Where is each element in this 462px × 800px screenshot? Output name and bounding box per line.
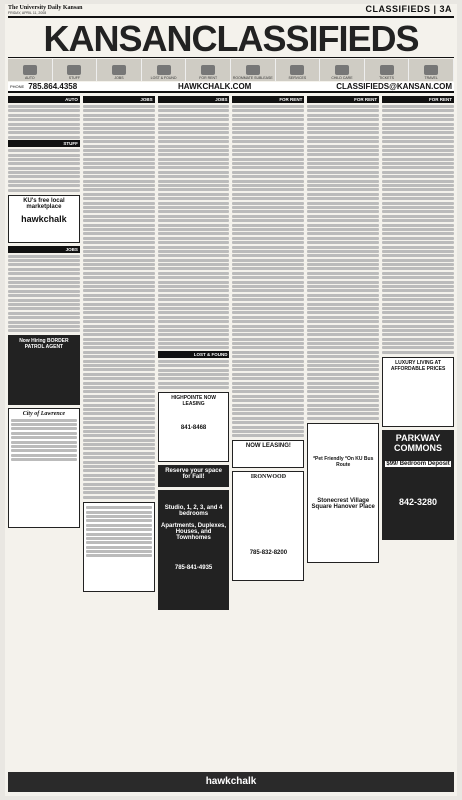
city-lawrence-ad[interactable]: [8, 408, 80, 528]
auto-listings: [8, 105, 80, 139]
section-head-lost-found: LOST & FOUND: [158, 351, 230, 358]
category-child-care[interactable]: CHILD CARE: [320, 59, 365, 81]
classified-columns: [8, 96, 454, 766]
roommate-icon: [246, 65, 260, 75]
highpointe-phone: 841-8468: [180, 425, 207, 432]
car-icon: [23, 65, 37, 75]
reserve-text: Reserve your space for Fall!: [165, 468, 222, 481]
studio-text: Studio, 1, 2, 3, and 4 bedrooms: [164, 505, 223, 518]
ku-marketplace-text: KU's free local marketplace: [23, 197, 65, 210]
column-6: [382, 96, 454, 766]
ironwood-phone: 785-832-8200: [249, 550, 288, 557]
section-head-jobs-2: JOBS: [83, 96, 155, 103]
email-link[interactable]: CLASSIFIEDS@KANSAN.COM: [336, 82, 452, 91]
pet-friendly-text: *Pet Friendly *On KU Bus Route: [313, 455, 374, 468]
footer-logo: hawkchalk: [205, 776, 257, 787]
highpointe-ad[interactable]: [158, 392, 230, 462]
child-care-icon: [335, 65, 349, 75]
apartments-text: Apartments, Duplexes, Houses, and Townhomes: [161, 523, 227, 542]
column-3: [158, 96, 230, 766]
rent-listings-5: [307, 105, 379, 420]
jobs-icon: [112, 65, 126, 75]
masthead: [8, 4, 454, 14]
category-strip: [8, 59, 454, 81]
parkway-ad[interactable]: [382, 430, 454, 540]
plane-icon: [424, 65, 438, 75]
jobs-listings-3: [158, 105, 230, 349]
category-jobs[interactable]: JOBS: [97, 59, 142, 81]
column-4: [232, 96, 304, 766]
ironwood-ad[interactable]: [232, 471, 304, 581]
food-service-ad[interactable]: [83, 502, 155, 592]
lost-found-listings: [158, 360, 230, 389]
section-head-auto: AUTO: [8, 96, 80, 103]
footer-bar: [8, 772, 454, 792]
section-head-for-rent-5: FOR RENT: [307, 96, 379, 103]
lost-found-icon: [157, 65, 171, 75]
section-head-jobs: JOBS: [8, 246, 80, 253]
category-stuff[interactable]: STUFF: [53, 59, 98, 81]
section-head-for-rent-4: FOR RENT: [232, 96, 304, 103]
ironwood-title: IRONWOOD: [250, 474, 287, 481]
column-5: [307, 96, 379, 766]
category-lost-found[interactable]: LOST & FOUND: [142, 59, 187, 81]
stonecrest-ad[interactable]: [307, 423, 379, 563]
column-2: [83, 96, 155, 766]
rent-listings-6: [382, 105, 454, 354]
deposit-phone: 842-3280: [399, 496, 438, 507]
newspaper-page: [5, 4, 457, 796]
phone-number[interactable]: 785.864.4358: [28, 82, 78, 91]
category-roommate[interactable]: ROOMMATE SUBLEASE: [231, 59, 276, 81]
border-patrol-title: Now Hiring BORDER PATROL AGENT: [19, 338, 69, 351]
house-icon: [201, 65, 215, 75]
contact-bar: [8, 82, 454, 93]
stuff-icon: [67, 65, 81, 75]
rent-listings-4: [232, 105, 304, 437]
midwest-phone: 785-841-4935: [174, 565, 213, 572]
ku-marketplace-ad[interactable]: [8, 195, 80, 243]
highpointe-title: HIGHPOINTE NOW LEASING: [171, 395, 216, 408]
stonecrest-title: Stonecrest Village Square Hanover Place: [311, 497, 375, 510]
ticket-icon: [380, 65, 394, 75]
deposit-text: $99/ Bedroom Deposit: [386, 460, 450, 467]
website-link[interactable]: HAWKCHALK.COM: [178, 82, 252, 91]
reserve-ad[interactable]: [158, 465, 230, 487]
jobs-listings-2: [83, 105, 155, 499]
paper-name: The University Daily Kansan: [8, 5, 83, 11]
phone-label: PHONE: [10, 84, 25, 89]
category-auto[interactable]: AUTO: [8, 59, 53, 81]
border-patrol-ad[interactable]: [8, 335, 80, 405]
category-for-rent[interactable]: FOR RENT: [186, 59, 231, 81]
issue-date: FRIDAY, APRIL 11, 2008: [8, 11, 47, 15]
title-bar: [8, 16, 454, 58]
section-head-stuff: STUFF: [8, 140, 80, 147]
category-tickets[interactable]: TICKETS: [365, 59, 410, 81]
services-icon: [290, 65, 304, 75]
jobs-listings-1: [8, 255, 80, 333]
section-head-jobs-3: JOBS: [158, 96, 230, 103]
hawkchalk-logo: hawkchalk: [21, 213, 67, 224]
section-head-for-rent-6: FOR RENT: [382, 96, 454, 103]
category-travel[interactable]: TRAVEL: [409, 59, 454, 81]
city-lawrence-title: City of Lawrence: [22, 411, 66, 418]
midwest-ad[interactable]: [158, 490, 230, 610]
page-title: KANSANCLASSIFIEDS: [43, 18, 419, 59]
parkway-title: PARKWAY COMMONS: [394, 432, 443, 453]
now-leasing-text: NOW LEASING!: [245, 443, 291, 450]
stuff-listings: [8, 149, 80, 192]
section-label: CLASSIFIEDS | 3A: [365, 4, 452, 14]
now-leasing-ad[interactable]: [232, 440, 304, 468]
luxury-text: LUXURY LIVING AT AFFORDABLE PRICES: [390, 359, 446, 372]
category-services[interactable]: SERVICES: [276, 59, 321, 81]
luxury-ad[interactable]: [382, 357, 454, 427]
column-1: [8, 96, 80, 766]
